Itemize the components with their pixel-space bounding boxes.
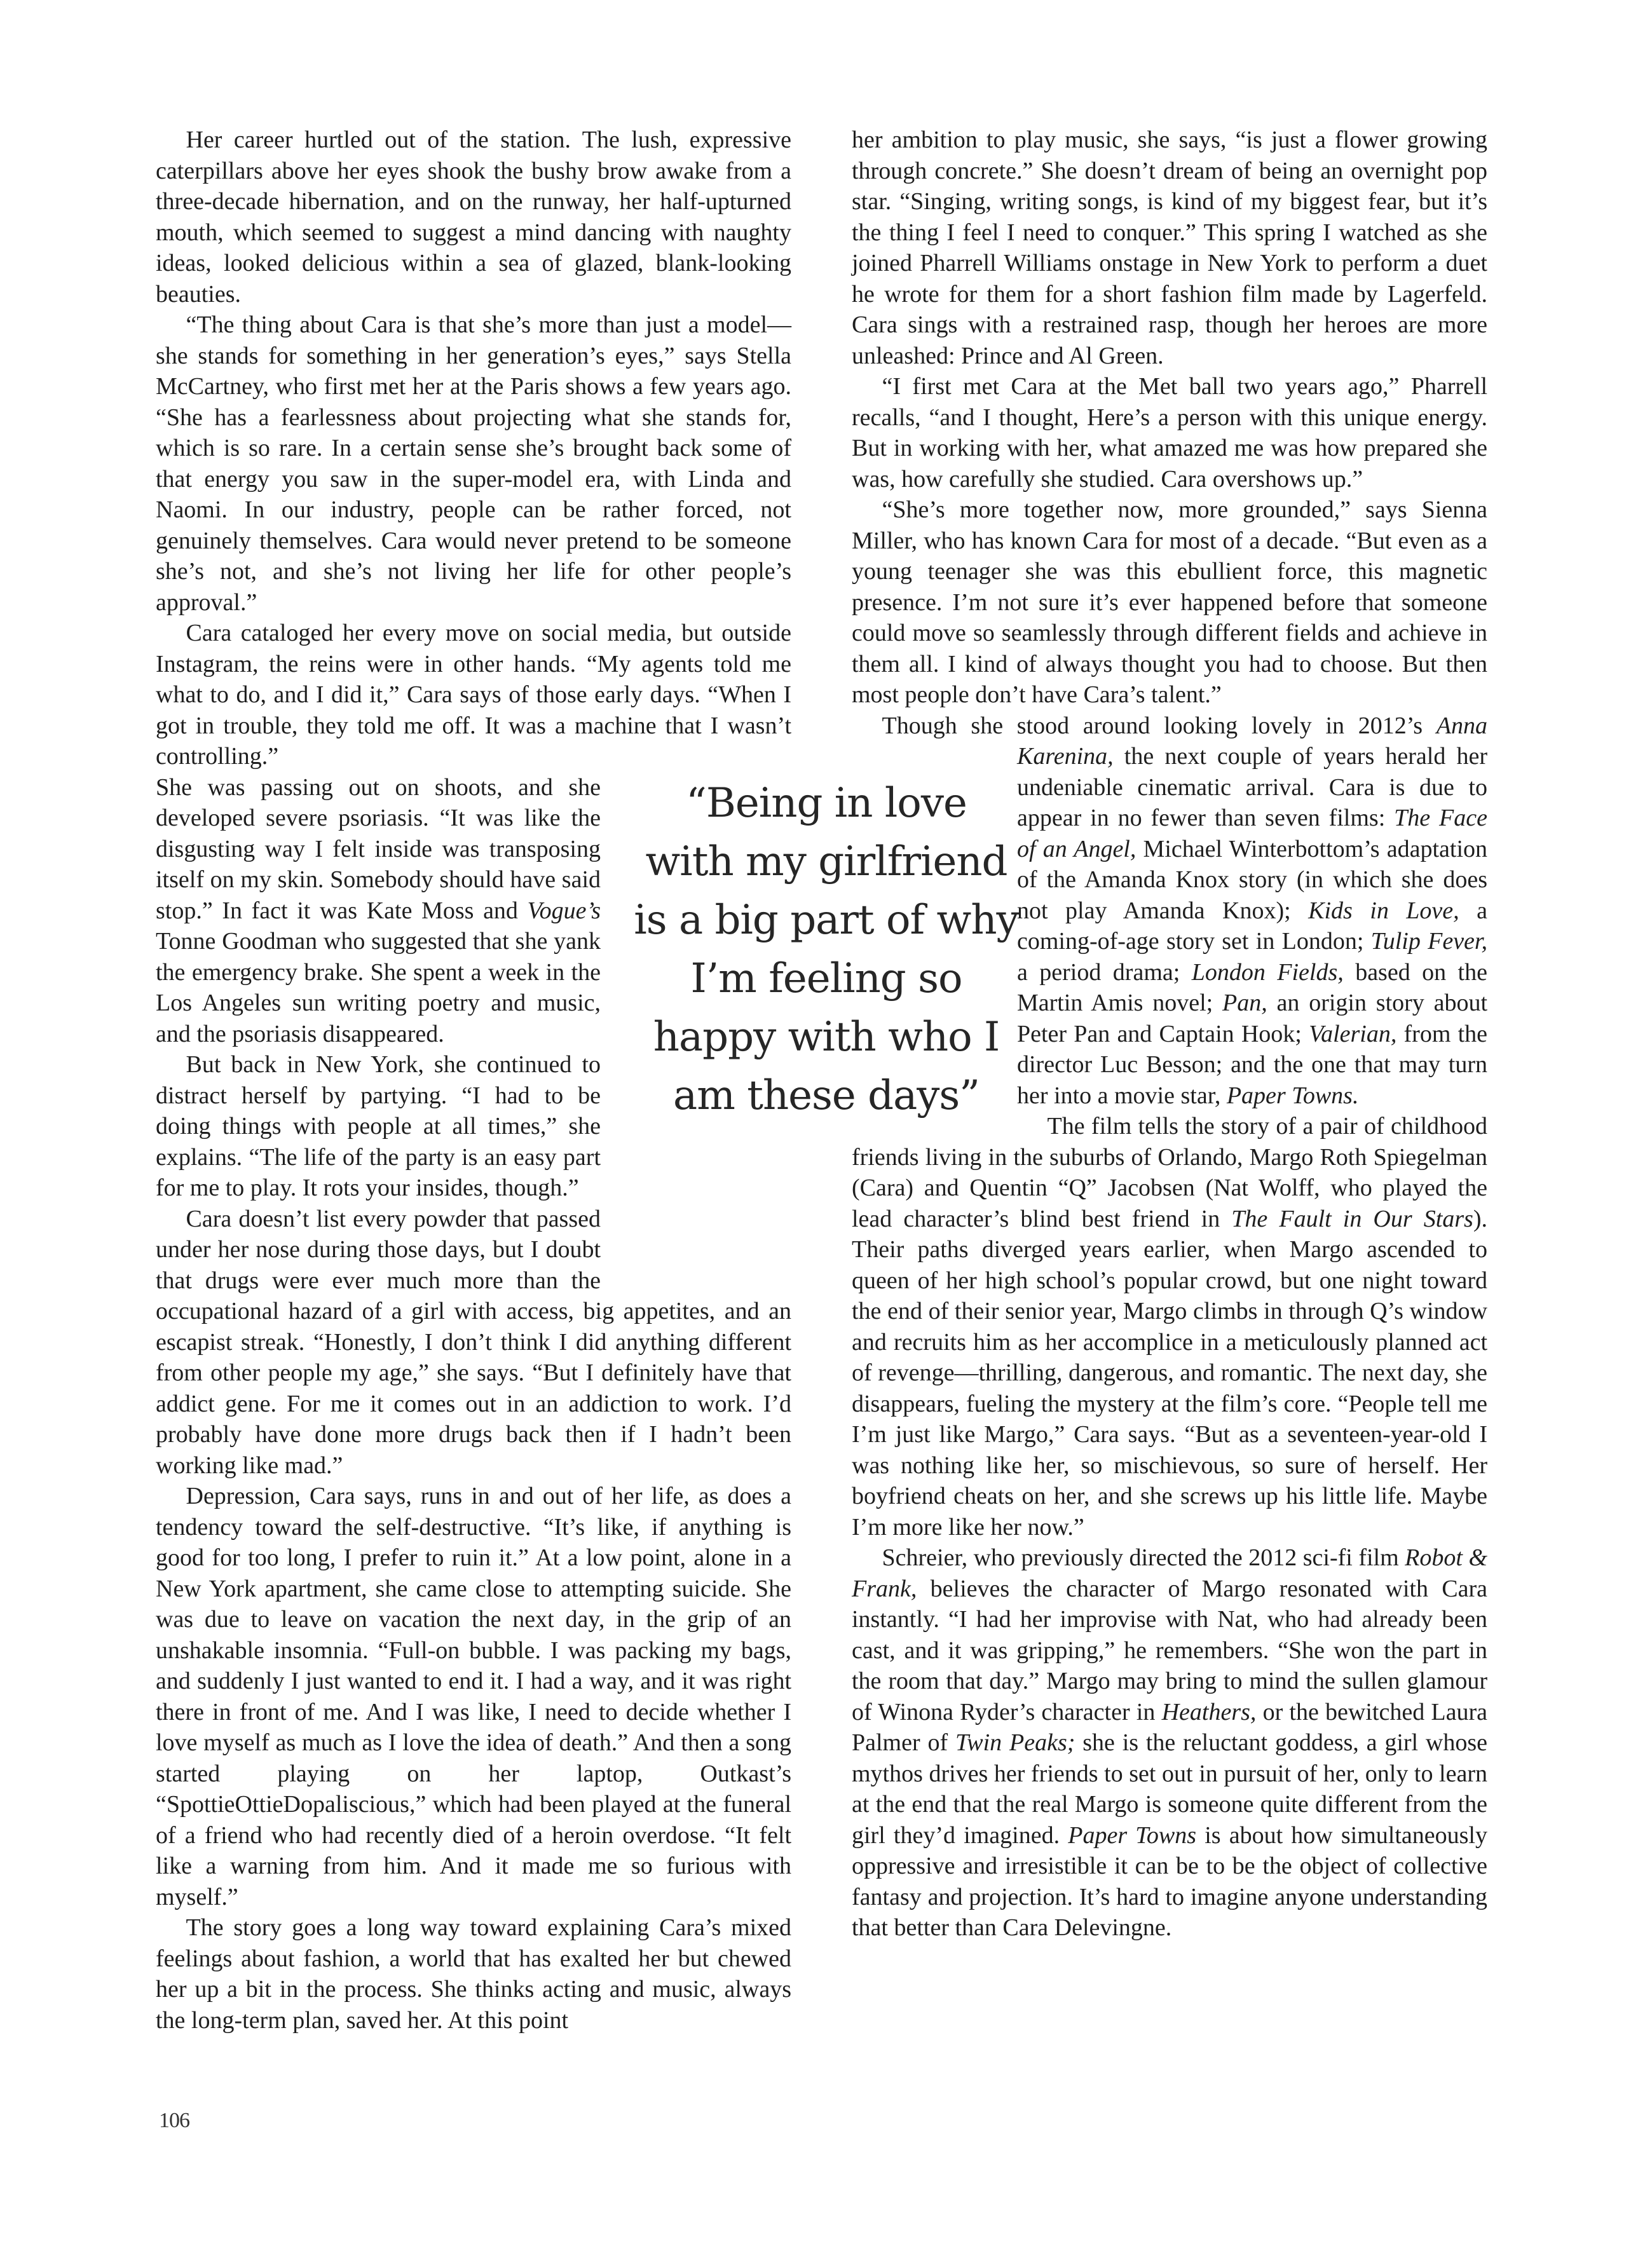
page-number: 106 — [159, 2109, 189, 2132]
pull-quote-line: I’m feeling so — [690, 955, 962, 1002]
right-paragraph-1: her ambition to play music, she says, “is just a flower growing through concrete.” She doesn’t dream of being an overnight pop star. “Singing, writing songs, is kind of my biggest fear, but it’s the thing I feel I need to conquer.” This spring I watched as she joined Pharrell Williams onstage in New York to perform a duet he wrote for them for a short fashion film made by Lagerfeld. Cara sings with a restrained rasp, though her heroes are more unleashed: Prince and Al Green. — [852, 126, 1487, 369]
right-p4-text-a: Though she stood around looking lovely in 2012’s — [882, 712, 1437, 739]
left-paragraph-4: But back in New York, she continued to distract herself by partying. “I had to be doing things with people at all times,” she explains. “The life of the party is an easy part for me to play. It rots your insides, though.” — [156, 1051, 601, 1201]
left-p3b-text: She was passing out on shoots, and she developed severe psoriasis. “It was like the disgusting way I felt inside was transposing itself on my skin. Somebody should have said stop.” In fact it was Kate Moss and — [156, 773, 601, 924]
right-p4-text-h: from the director Luc Besson; and the one that may turn her into a movie star, — [1017, 1020, 1487, 1109]
right-p5-text-b: ). Their paths diverged years earlier, when Margo ascended to queen of her high school’s popular crowd, but one night toward the end of their senior year, Margo climbs in through Q’s window and recruits him as her accomplice in a meticulously planned act of revenge—thrilling, dangerous, and romantic. The next day, she disappears, fueling the mystery at the film’s core. “People tell me I’m just like Margo,” Cara says. “But as a seventeen-year-old I was nothing like her, so mischievous, so sure of herself. Her boyfriend cheats on her, and she screws up his little life. Maybe I’m more like her now.” — [852, 1205, 1487, 1541]
right-paragraph-2: “I first met Cara at the Met ball two years ago,” Pharrell recalls, “and I thought, Here’s a person with this unique energy. But in working with her, what amazed me was how prepared she was, how carefully she studied. Cara overshows up.” — [852, 373, 1487, 493]
left-p3b-vogue: Vogue’s — [527, 897, 601, 924]
pull-quote-line: with my girlfriend — [645, 838, 1007, 885]
right-p4-pan: Pan, — [1222, 990, 1267, 1016]
left-paragraph-7: The story goes a long way toward explaining Cara’s mixed feelings about fashion, a world that has exalted her but chewed her up a bit in the process. She thinks acting and music, always the long-term plan, saved her. At this point — [156, 1914, 791, 2034]
right-p4-text-c: Michael Winterbottom’s adaptation of the Amanda Knox story (in which she does not play Amanda Knox); — [1017, 835, 1487, 924]
left-p3b-text-end: Tonne Goodman who suggested that she yank the emergency brake. She spent a week in the Los Angeles sun writing poetry and music, and the psoriasis disappeared. — [156, 928, 601, 1047]
left-paragraph-3: Cara cataloged her every move on social media, but outside Instagram, the reins were in other hands. “My agents told me what to do, and I did it,” Cara says of those early days. “When I got in trouble, they told me off. It was a machine that I wasn’t controlling.” — [156, 620, 791, 770]
pull-quote-line: am these days” — [673, 1072, 980, 1119]
right-p4-text-b: the next couple of years herald her undeniable cinematic arrival. Cara is due to appear in no fewer than seven films: — [1017, 743, 1487, 831]
right-p6-text-b: believes the character of Margo resonated with Cara instantly. “I had her improvise with Nat, who had already been cast, and it was gripping,” he remembers. “She won the part in the room that day.” Margo may bring to mind the sullen glamour of Winona Ryder’s character in — [852, 1575, 1487, 1725]
pull-quote-line: “Being in love — [686, 780, 967, 827]
left-paragraph-2: “The thing about Cara is that she’s more than just a model—she stands for something in her generation’s eyes,” says Stella McCartney, who first met her at the Paris shows a few years ago. “She has a fearlessness about projecting what she stands for, which is so rare. In a certain sense she’s brought back some of that energy you saw in the super-model era, with Linda and Naomi. In our industry, people can be rather forced, not genuinely themselves. Cara would never pretend to be someone she’s not, and she’s not living her life for other people’s approval.” — [156, 311, 791, 616]
left-paragraph-1: Her career hurtled out of the station. The lush, expressive caterpillars above her eyes shook the bushy brow awake from a three-decade hibernation, and on the runway, her half-upturned mouth, which seemed to suggest a mind dancing with naughty ideas, looked delicious within a sea of glazed, blank-looking beauties. — [156, 126, 791, 308]
right-p4-london-fields: London Fields, — [1191, 958, 1344, 986]
right-p6-text-c: or the bewitched Laura Palmer of — [852, 1698, 1488, 1756]
right-paragraph-3: “She’s more together now, more grounded,” says Sienna Miller, who has known Cara for most of a decade. “But even as a young teenager she was this ebullient force, this magnetic presence. I’m not sure it’s ever happened before that someone could move so seamlessly through different fields and achieve in them all. I kind of always thought you had to choose. But then most people don’t have Cara’s talent.” — [852, 496, 1487, 708]
right-paragraph-6 — [852, 1542, 1487, 1943]
right-p5-fault-in-our-stars: The Fault in Our Stars — [1231, 1205, 1473, 1232]
pull-quote — [610, 774, 1042, 1125]
right-p4-anna-karenina: Anna Karenina, — [1017, 712, 1487, 770]
right-p6-robot-and-frank: Robot & Frank, — [852, 1544, 1488, 1602]
right-p4-text-d: a coming-of-age story set in London; — [1017, 897, 1487, 955]
pull-quote-line: is a big part of why — [634, 897, 1019, 944]
left-paragraph-5: Cara doesn’t list every powder that passed under her nose during those days, but I doubt that drugs were ever much more than the occupational hazard of a girl with access, big appetites, and an escapist streak. “Honestly, I don’t think I did anything different from other people my age,” she says. “But I definitely have that addict gene. For me it comes out in an addiction to work. I’d probably have done more drugs back then if I hadn’t been working like mad.” — [156, 1205, 791, 1479]
right-p4-valerian: Valerian, — [1309, 1020, 1397, 1047]
right-p4-text-f: based on the Martin Amis novel; — [1017, 958, 1487, 1016]
right-paragraph-5 — [852, 1111, 1487, 1542]
left-paragraph-6: Depression, Cara says, runs in and out of her life, as does a tendency toward the self-destructive. “It’s like, if anything is good for too long, I prefer to ruin it.” At a low point, alone in a New York apartment, she came close to attempting suicide. She was due to leave on vacation the next day, in the grip of an unshakable insomnia. “Full-on bubble. I was packing my bags, and suddenly I just wanted to end it. I had a way, and it was right there in front of me. And I was like, I need to decide whether I love myself as much as I love the idea of death.” And then a song started playing on her laptop, Outkast’s “SpottieOttieDopaliscious,” which had been played at the funeral of a friend who had recently died of a heroin overdose. “It felt like a warning from him. And it made me so furious with myself.” — [156, 1483, 791, 1910]
right-p6-heathers: Heathers, — [1161, 1698, 1257, 1725]
right-p6-text-e: is about how simultaneously oppressive and irresistible it can be to be the object of collective fantasy and projection. It’s hard to imagine anyone understanding that better than Cara Delevingne. — [852, 1821, 1487, 1941]
right-p5-text-a: The film tells the story of a pair of childhood friends living in the suburbs of Orlando, Margo Roth Spiegelman (Cara) and Quentin “Q” Jacobsen (Nat Wolff, who played the lead character’s blind best friend in — [852, 1113, 1487, 1232]
right-p4-text-g: an origin story about Peter Pan and Captain Hook; — [1017, 990, 1488, 1047]
right-p6-paper-towns: Paper Towns — [1068, 1821, 1197, 1849]
right-p4-paper-towns: Paper Towns. — [1226, 1082, 1359, 1109]
pull-quote-line: happy with who I — [653, 1014, 1000, 1061]
right-p4-face-of-an-angel: The Face of an Angel, — [1017, 805, 1487, 862]
right-p4-tulip-fever: Tulip Fever, — [1370, 928, 1487, 955]
right-p4-text-e: a period drama; — [1017, 958, 1192, 986]
right-p4-kids-in-love: Kids in Love, — [1308, 897, 1459, 924]
right-p6-text-a: Schreier, who previously directed the 2012 sci-fi film — [882, 1544, 1405, 1571]
right-p6-twin-peaks: Twin Peaks; — [955, 1729, 1075, 1756]
right-p6-text-d: she is the reluctant goddess, a girl whose mythos drives her friends to set out in pursuit of her, only to learn at the end that the real Margo is someone quite different from the girl they’d imagined. — [852, 1729, 1488, 1849]
